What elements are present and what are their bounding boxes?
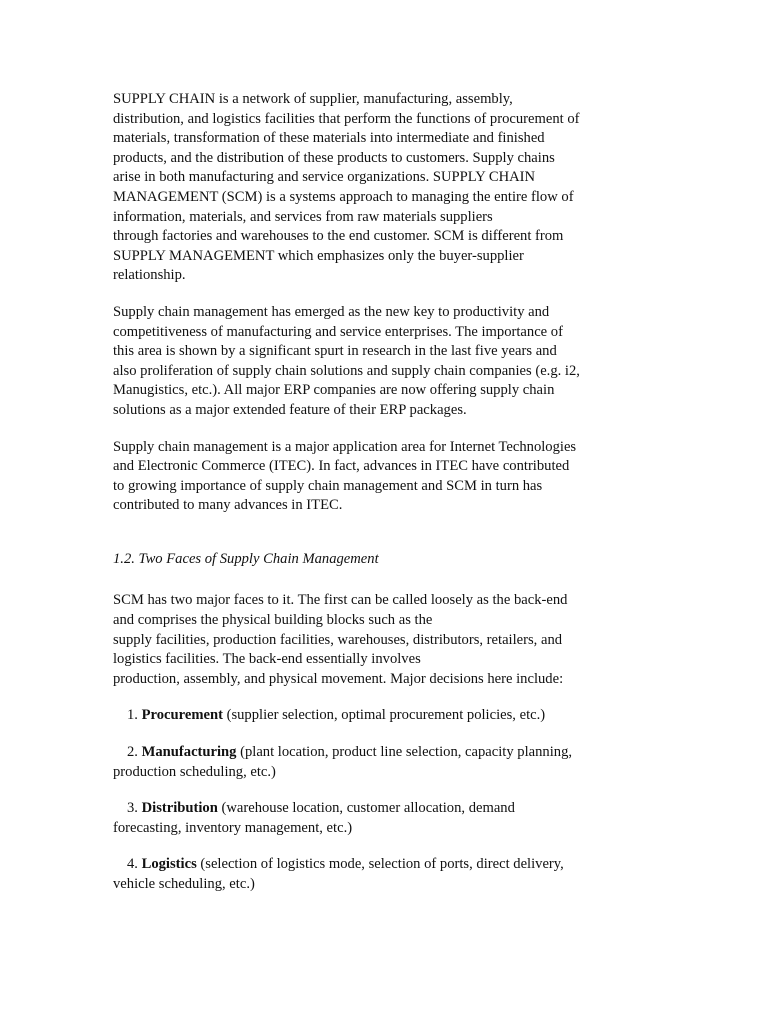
list-item-logistics <box>113 855 658 894</box>
list-description: (plant location, product line selection, capacity planning, production scheduling, etc.) <box>113 744 573 780</box>
list-number: 3. <box>127 800 138 817</box>
list-term: Distribution <box>141 800 218 817</box>
list-number: 4. <box>127 856 138 873</box>
list-number: 2. <box>127 744 138 761</box>
list-term: Procurement <box>141 707 223 724</box>
list-description: (warehouse location, customer allocation, demand forecasting, inventory management, etc.) <box>113 800 515 836</box>
paragraph-scm-importance: Supply chain management has emerged as the new key to productivity and competitiveness of manufacturing and service enterprises. The importance of this area is shown by a significant spurt in research in the last five years and also proliferation of supply chain solutions and supply chain companies (e.g. i2, Manugistics, etc.). All major ERP companies are now offering supply chain solutions as a major extended feature of their ERP packages. <box>113 303 580 418</box>
list-description: (supplier selection, optimal procurement policies, etc.) <box>222 707 546 724</box>
paragraph-scm-itec: Supply chain management is a major application area for Internet Technologies and Electronic Commerce (ITEC). In fact, advances in ITEC have contributed to growing importance of supply chain management and SCM in turn has contributed to many advances in ITEC. <box>113 438 577 514</box>
section-intro: SCM has two major faces to it. The first can be called loosely as the back-end and comprises the physical building blocks such as the supply facilities, production facilities, warehouses, distributors, retailers, and logistics facilities. The back-end essentially involves production, assembly, and physical movement. Major decisions here include: <box>113 592 568 687</box>
list-description: (selection of logistics mode, selection of ports, direct delivery, vehicle scheduling, etc.) <box>113 856 564 892</box>
list-term: Logistics <box>141 856 197 873</box>
list-item-distribution <box>113 799 658 838</box>
document-page <box>113 90 658 912</box>
list-term: Manufacturing <box>141 744 237 761</box>
decision-list <box>113 706 658 894</box>
paragraph-supply-chain-definition: SUPPLY CHAIN is a network of supplier, manufacturing, assembly, distribution, and logistics facilities that perform the functions of procurement of materials, transformation of these materials into intermediate and finished products, and the distribution of these products to customers. Supply chains arise in both manufacturing and service organizations. SUPPLY CHAIN MANAGEMENT (SCM) is a systems approach to managing the entire flow of information, materials, and services from raw materials suppliers through factories and warehouses to the end customer. SCM is different from SUPPLY MANAGEMENT which emphasizes only the buyer-supplier relationship. <box>113 91 580 284</box>
list-item-manufacturing <box>113 743 658 782</box>
list-item-procurement <box>113 706 658 726</box>
list-number: 1. <box>127 707 138 724</box>
section-heading: 1.2. Two Faces of Supply Chain Management <box>113 550 379 567</box>
